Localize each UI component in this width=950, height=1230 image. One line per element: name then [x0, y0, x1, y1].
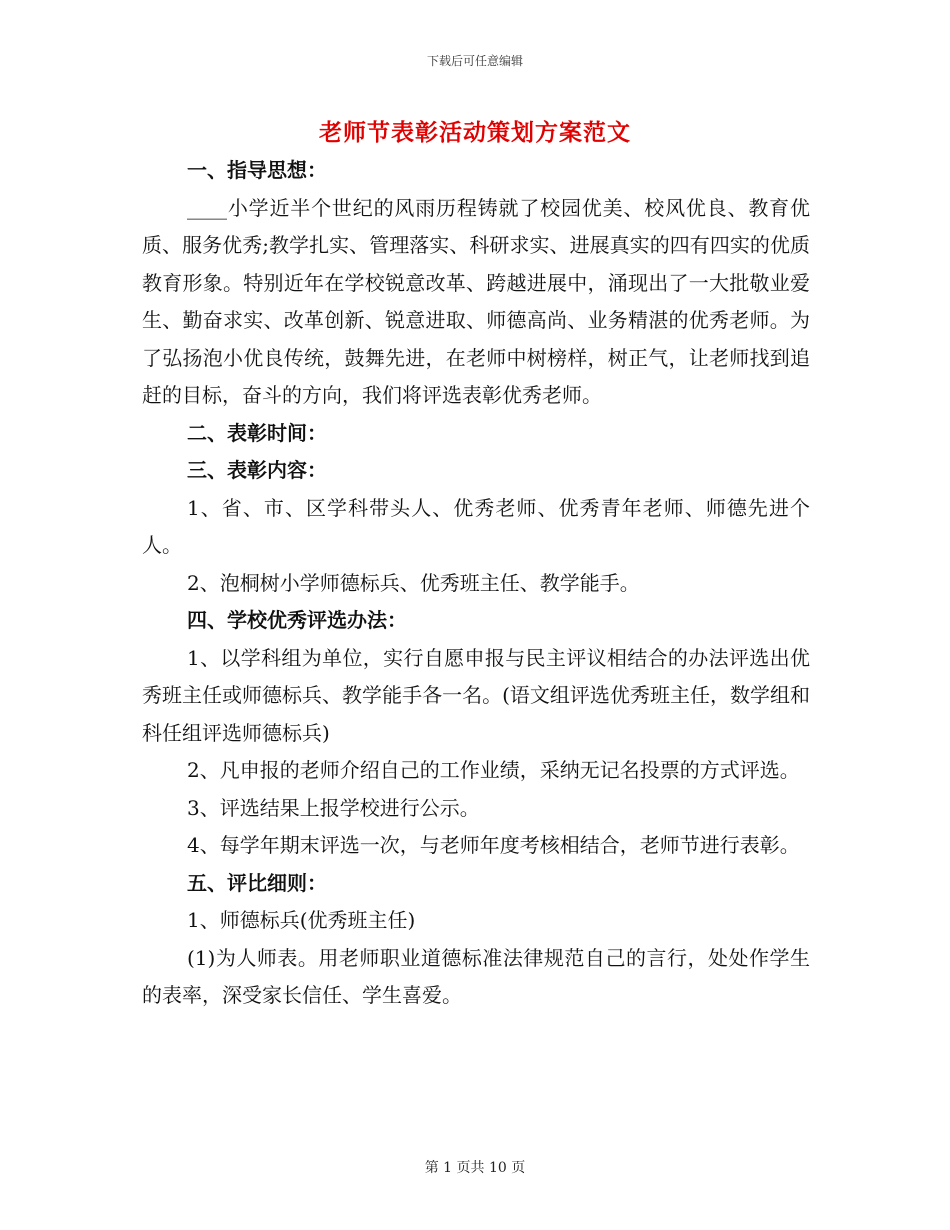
paragraph-selection-method-3: 3、评选结果上报学校进行公示。 — [187, 795, 480, 820]
paragraph-award-content-2: 2、泡桐树小学师德标兵、优秀班主任、教学能手。 — [187, 570, 640, 595]
paragraph-evaluation-rules-1-1: (1)为人师表。用老师职业道德标准法律规范自己的言行，处处作学生的表率，深受家长信任、学生喜爱。 — [142, 945, 810, 1007]
section-heading-evaluation-rules: 五、评比细则： — [187, 870, 327, 895]
paragraph-selection-method-2: 2、凡申报的老师介绍自己的工作业绩，采纳无记名投票的方式评选。 — [187, 758, 800, 782]
section-heading-award-content: 三、表彰内容： — [187, 458, 327, 482]
paragraph-evaluation-rules-1: 1、师德标兵(优秀班主任) — [187, 908, 416, 932]
section-heading-guiding-thought: 一、指导思想： — [187, 158, 327, 182]
section-heading-selection-method: 四、学校优秀评选办法： — [187, 608, 407, 632]
document-title: 老师节表彰活动策划方案范文 — [319, 119, 631, 146]
paragraph-award-content-1: 1、省、市、区学科带头人、优秀老师、优秀青年老师、师德先进个人。 — [142, 495, 810, 557]
section-heading-award-time: 二、表彰时间： — [187, 420, 327, 445]
page-number-footer: 第 1 页共 10 页 — [424, 1160, 526, 1176]
document-body — [142, 152, 810, 1015]
paragraph-guiding-thought: ____小学近半个世纪的风雨历程铸就了校园优美、校风优良、教育优质、服务优秀;教学扎实、管理落实、科研求实、进展真实的四有四实的优质教育形象。特别近年在学校锐意改革、跨越进展中，涌现出了一大批敬业爱生、勤奋求实、改革创新、锐意进取、师德高尚、业务精湛的优秀老师。为了弘扬泡小优良传统，鼓舞先进，在老师中树榜样，树正气，让老师找到追赶的目标，奋斗的方向，我们将评选表彰优秀老师。 — [142, 195, 810, 407]
paragraph-selection-method-4: 4、每学年期末评选一次，与老师年度考核相结合，老师节进行表彰。 — [187, 833, 800, 857]
page-header-note: 下载后可任意编辑 — [426, 54, 523, 68]
paragraph-selection-method-1: 1、以学科组为单位，实行自愿申报与民主评议相结合的办法评选出优秀班主任或师德标兵、教学能手各一名。(语文组评选优秀班主任，数学组和科任组评选师德标兵) — [142, 645, 810, 745]
